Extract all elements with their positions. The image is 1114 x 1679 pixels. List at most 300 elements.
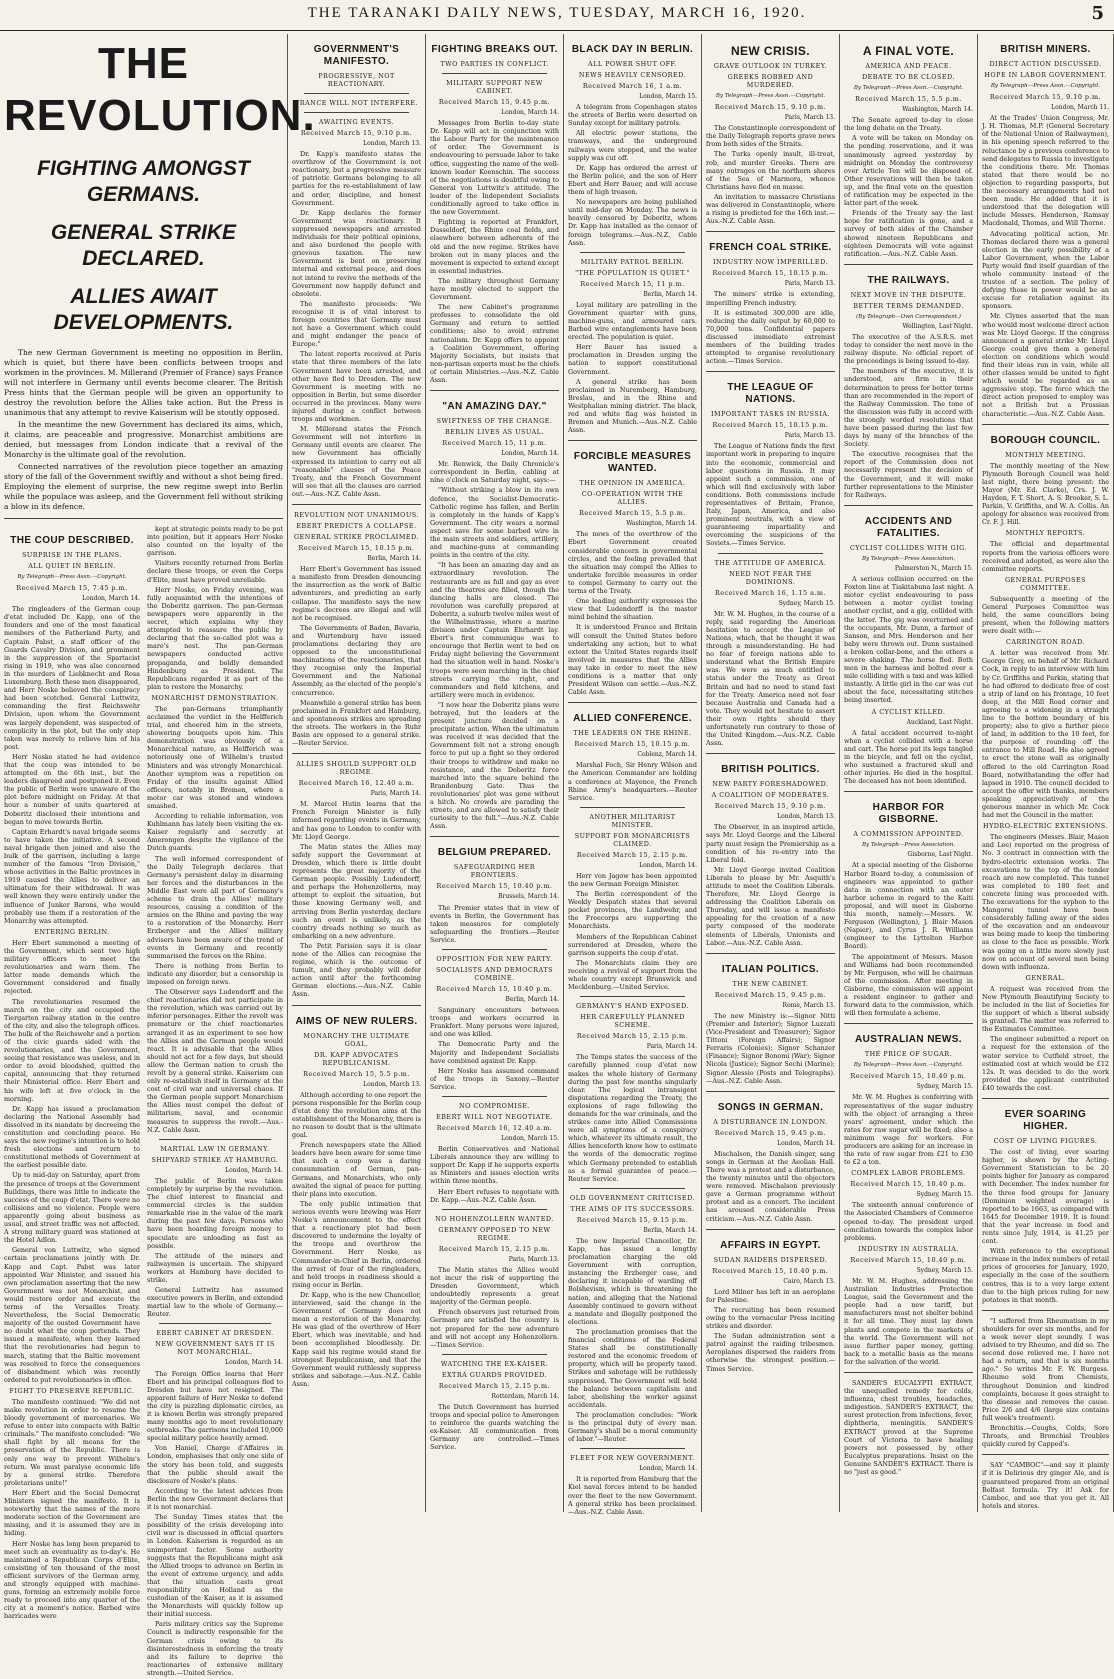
dateline: London, March 14. — [501, 109, 559, 116]
received-line: Received March 15, 10.40 p.m. — [436, 984, 553, 993]
divider — [442, 1096, 547, 1097]
paragraph: The recruiting has been resumed owing to the vernacular Press inciting strikes and disorder. — [706, 1305, 835, 1331]
article-title: ANOTHER MILITARIST MINISTER. — [589, 812, 676, 829]
paragraph: The new German Government is meeting no opposition in Berlin, which is quiet, but there have been conflicts between troops and workmen in the provinces. M. Millerand (Premier of France) says France will not interfere in Germany until events become clearer. The British Press hints that the German people will be given an opportunity to destroy the revolution before the Allies take action. But the Press is unanimous that any attempt to revive Kaiserism will be stoutly opposed. — [4, 348, 283, 417]
article-title: THE ATTITUDE OF AMERICA. — [714, 558, 827, 567]
paragraph: Dr. Kapp, who is the new Chancellor, interviewed, said the change in the Government of Germany does not mean a restoration of the Monarchy. He was glad of the overthrow of Herr Ebert, which was inevitable, and had been accomplished bloodlessly. Dr. Kapp said his regime would stand for strongest Republicanism, and that the Government would ruthlessly suppress strikes and sabotage.—Aus.-N.Z. Cable Assn. — [292, 1290, 421, 1388]
divider — [844, 1023, 973, 1024]
advertisement-rheumo: "I suffered from Rheumatism in my shoulders for over six months, and for a week never slept soundly. I was advised to try Rheumo, and did so. The second dose relieved me. I have not had a return, and that is six months ago." So writes Mr. F. W. Burgess. Rheumo sold from Chemists, throughout Dominion and kindred complaints, because it goes straight to the disease and removes the cause. Price 2/6 and 4/6 (large size contains full week's treatment). — [982, 1316, 1109, 1422]
dateline: Wellington, Last Night. — [902, 322, 973, 330]
divider — [844, 505, 973, 506]
received-line: Received March 15, 10.40 p.m. — [712, 1266, 829, 1275]
article-title: "AN AMAZING DAY." — [442, 401, 547, 413]
article-deck: EXTRA GUARDS PROVIDED. — [441, 1370, 548, 1379]
article-deck: CO-OPERATION WITH THE ALLIES. — [581, 490, 684, 507]
paragraph: The revolutionaries resumed the march on the city and occupied the Tiergarten railway station in the centre of the city, and also the telegraph offices. The bulk of the Reichswehr and a portion of the civic guards sided with the revolutionaries, and the Government, seeing that resistance was useless, and in order to avoid bloodshed, quitted the capital, announcing that they returned their Ministerial office. Herr Ebert and his wife left at five o'clock in the morning. — [4, 997, 140, 1103]
article-title: ACCIDENTS AND FATALITIES. — [864, 515, 953, 539]
paragraph: Herr Bauer has issued a proclamation in Dresden urging the nation to support constitutional Government. — [568, 343, 697, 376]
received-line: Received March 15, 2.15 p.m. — [576, 1032, 689, 1041]
paragraph: All electric power stations, the tramways, and the underground railways were stopped, and the water supply was cut off. — [568, 129, 697, 162]
divider — [580, 996, 685, 997]
masthead — [0, 0, 1114, 31]
paragraph: The new Cabinet's programme professes to consolidate the old Germany and return to settled conditions; also to avoid extreme nationalism. Dr. Kapp offers to appoint a Coalition Government, offering Majority Socialists, but insists that non-partisan experts must be the chiefs of certain Ministries.—Aus.-N.Z. Cable Assn. — [430, 303, 559, 384]
paragraph: M. Millerand states the French Government will not interfere in Germany until events are clearer. The new Government has officially expressed its intention to carry out all "reasonable" clauses of the Peace Treaty, and the French Government will see that all the clauses are carried out.—Aus.-N.Z. Cable Assn. — [292, 425, 421, 498]
divider — [982, 424, 1109, 425]
section-heading: NEW GOVERNMENT SAYS IT IS NOT MONARCHIAL. — [155, 1340, 275, 1357]
article-title: GERMANY'S HAND EXPOSED. — [576, 1002, 689, 1011]
paragraph: At the Trades' Union Congress, Mr. J. H. Thomas, M.P. (General Secretary of the National Union of Railwaymen), in his opening speech referred to the reluctance by a previous conference to send delegates to Russia to investigate the conditions there. Mr. Thomas stated that there would be no objection to regarding passports, but the necessary arrangements had not been made. He added that it is understood that the delegation will include Messrs. Henderson, Ramsay Macdonald, Thomas, and Will Thorne. — [982, 114, 1109, 228]
section-heading: MONARCHIST DEMONSTRATION. — [151, 693, 279, 702]
paragraph: It is reported from Hamburg that the Kiel naval forces intend to be handed over the fleet to the new Government. A general strike has been proclaimed.—Aus.-N.Z. Cable Assn. — [568, 1475, 697, 1516]
paragraph: Subsequently a meeting of the General Purposes Committee was held, the same councillors being present, when the following matters were dealt with:— — [982, 594, 1109, 636]
paragraph: A letter was received from Mr. George Grey, on behalf of Mr. Richard Cock, in reply to an interview with him by Cr. Griffiths and Parkin, stating that he had offered to dedicate free of cost a strip of land on his frontage, 10 feet deep, at the Mill Road corner and agreeing to a widening in a straight line to the bottom boundary of his property; also to give a further piece of land, in addition to the 10 feet, for the purpose of rounding off the entrance to Mill Road. He also agreed to erect the stone wall as originally offered to the old Carrington Road Board, notwithstanding the offer had lapsed in 1910. The council decided to accept the offer with thanks, members speaking appreciatively of the generous manner in which Mr. Cock had met the Council in the matter. — [982, 649, 1109, 820]
article-title: ALLIED CONFERENCE. — [573, 713, 692, 725]
divider — [580, 1188, 685, 1189]
received-line: Received March 15, 9.45 p.m. — [714, 1128, 827, 1137]
divider — [580, 807, 685, 808]
dateline: London, March 13. — [777, 813, 835, 821]
dateline: Brussels, March 14. — [498, 893, 559, 901]
article-deck: THE LEADERS ON THE RHINE. — [573, 729, 692, 738]
received-line: Received March 16, 12.40 a.m. — [436, 1124, 553, 1132]
subhead-strike: GENERAL STRIKE DECLARED. — [50, 221, 237, 270]
paragraph: Dr. Kapp has ordered the arrest of the Berlin police, and the son of Herr Ebert and Herr Bauer, and will accuse them of high treason. — [568, 163, 697, 197]
paragraph: The news of the overthrow of the Ebert Government created considerable concern in governmental circles, and the feeling prevailed that the situation may compel the Allies to undertake forcible measures in order to compel Germany to carry out the terms of the Treaty. — [568, 530, 697, 596]
received-line: Received March 15, 9.10 p.m. — [714, 802, 827, 811]
dateline: Paris, March 13. — [784, 280, 835, 288]
paragraph: Connected narratives of the revolution piece together an amazing story of the fall of the Government swiftly and without a shot being fired. Employing the element of surprise, the new regime swept into Berlin while the populace was asleep, and the Government fell without striking a blow in its defence. — [4, 462, 283, 511]
dateline: Paris, March 14. — [646, 1043, 697, 1051]
article-title: NEW CRISIS. — [730, 44, 811, 58]
paragraph: Mr. Lloyd George invited Coalition Liberals to please by Mr. Asquith's attitude to meet the Coalition Liberals. Therefore, Mr. Lloyd George is addressing the Coalition Liberals on Thursday, and will issue a manifesto appealing for the creation of a new party composed of the moderate elements of Liberals, Unionists and Labor.—Aus.-N.Z. Cable Assn. — [706, 865, 835, 947]
article-deck: BERLIN LIVES AS USUAL. — [445, 428, 544, 437]
dateline: Berlin, March 14. — [505, 995, 559, 1003]
dateline: Washington, March 14. — [626, 520, 697, 528]
section-heading: MONTHLY REPORTS. — [1005, 529, 1086, 538]
column-final-vote — [840, 34, 978, 1512]
paragraph: The executive recognises that the report of the Commission does not necessarily represent the decision of the Government, and it will make further representations to the Minister for Railways. — [844, 450, 973, 499]
dateline: Sydney, March 15. — [916, 1191, 973, 1199]
article-deck: SOCIALISTS AND DEMOCRATS COMBINE. — [435, 965, 553, 982]
paragraph: The pan-Germans triumphantly acclaimed the verdict in the Helfferich trial, and cheered him in the streets, showering bouquets upon him. This demonstration was obviously of a Monarchical nature, as Helfferich was notoriously one of Wilhelm's trusted Ministers and was strongly Monarchical. Another symptom was a repetition on Friday of the insults against Allied officers, notably in Bremen, where a motor car was stoned and windows smashed. — [147, 704, 283, 810]
section-heading: CARRINGTON ROAD. — [1005, 638, 1086, 647]
received-line: Received March 15, 2.15 p.m. — [438, 1244, 551, 1253]
paragraph: Herr Ebert's Government has issued a manifesto from Dresden denouncing the insurrection as the work of Baltic adventurers, and predicting an early collapse. The manifesto says the new regime's decrees are illegal and will not be recognised. — [292, 565, 421, 622]
paragraph: The new Ministry is:—Signor Nitti (Premier and Interior); Signor Luzzati (Vice-President and Treasurer); Signor Tittoni (Foreign Affairs); Signor Ferraris (Colonies); Signor Schanzer (Finance); Signor Bonomi (War); Signor Nicola (Justice); Signor Sechi (Marine); Signor Alessio (Posts and Telegraphs).—Aus.-N.Z. Cable Assn. — [706, 1011, 835, 1085]
divider — [442, 949, 547, 950]
article-deck: HER CAREFULLY PLANNED SCHEME. — [580, 1013, 685, 1030]
paragraph: The public of Berlin was taken completely by surprise by the revolution. The chief interest to financial and commercial circles is the sudden remarkable rise in the value of the mark during the past few days. Persons who have been hoarding foreign money to speculate are unloading as fast as possible. — [147, 1176, 283, 1250]
paragraph: The executive of the A.S.R.S. met today to consider the next move in the railway dispute. No official report of the proceedings is being issued to-day. — [844, 332, 973, 366]
article-title: ALLIES SHOULD SUPPORT OLD REGIME. — [296, 760, 417, 777]
paragraph: Dr. Kapp's manifesto states the overthrow of the Government is not reactionary, but a progressive measure of patriotic Germans belonging to all parties for the re-establishment of law and order, discipline, and honest Government. — [292, 150, 421, 207]
paragraph: A vote will be taken on Monday on the pending reservations, and it was unanimously agreed yesterday by midnight on Monday the controversy over Article Ten will be disposed of. Other reservations will then be taken up, and the final vote on the question of ratification may be expected in the latter part of the week. — [844, 134, 973, 208]
byline: By Telegraph—Press Assn.—Copyright. — [17, 574, 127, 580]
divider — [159, 1139, 271, 1140]
article-deck: NEED NOT FEAR THE DOMINIONS. — [729, 569, 812, 586]
paragraph: M. Marcel Hutin learns that the French Foreign Minister is fully informed regarding events in Germany, and has gone to London to confer with Mr. Lloyd George. — [292, 800, 421, 841]
divider — [568, 702, 697, 703]
page-number: 5 — [1091, 3, 1104, 24]
article-deck: SWIFTNESS OF THE CHANGE. — [436, 417, 553, 426]
divider — [844, 1372, 973, 1373]
article-deck: AWAITING EVENTS. — [318, 118, 395, 126]
article-deck: GENERAL STRIKE PROCLAIMED. — [294, 533, 419, 542]
article-title: NO HOHENZOLLERN WANTED. — [435, 1214, 554, 1223]
byline: By Telegraph—Press Assn.—Copyright. — [990, 83, 1101, 89]
dateline: London, March 13. — [363, 1080, 421, 1088]
section-heading: GENERAL. — [1025, 973, 1066, 982]
article-deck: THE PRICE OF SUGAR. — [864, 1050, 953, 1059]
article-deck: BETTER TERMS DEMANDED. — [853, 301, 964, 310]
dateline: London, March 14. — [501, 450, 559, 458]
dateline: London, March 15. — [501, 1135, 559, 1142]
paragraph: The latest reports received at Paris state that three members of the late Government have been arrested, and other have fled to Dresden. The new Government is meeting with no opposition in Berlin, but some disorder occurred in the provinces. Many were injured during a conflict between troops and workmen. — [292, 350, 421, 424]
paragraph: The Foreign Office learns that Herr Ebert and his principal colleagues fled to Dresden but have not resigned. The apparent failure of Herr Noske to defend the city is puzzling diplomatic circles, as it is known Berlin was strongly prepared many months ago to meet revolutionary outbreaks. The garrisons included 10,000 special military police heavily armed. — [147, 1369, 283, 1443]
paragraph: The Matin states the Allies would not incur the risk of supporting the Dresden Government, which undoubtedly represents a great majority of the German people. — [430, 1265, 559, 1307]
paragraph: Dr. Kapp declares the former Government was reactionary. It suppressed newspapers and arrested individuals for their political opinions, and also burdened the people with grievous taxation. The new Government is bent on preserving internal and external peace, and does not intend to revive the methods of the Government now happily defunct and obsolete. — [292, 208, 421, 298]
column-british-miners — [978, 34, 1114, 1512]
dateline: London, March 14. — [777, 1139, 835, 1147]
paragraph: The cost of living, ever soaring higher, is shown by the Acting-Government Statistician to be 20 points higher for January as compared with December. The index number for the three food groups for January (Dominion weighted average) is reported to be 1663, as compared with 1645 for December 1919. It is found that the year increase in food and rents since July, 1914, is 41.25 per cent. — [982, 1148, 1109, 1246]
paragraph: French newspapers state the Allied leaders have been aware for some time that such a coup was a daring consummation of German, pan-Germans, and Monarchists, who only awaited the signal of peace for putting their plans into execution. — [292, 1141, 421, 1198]
paragraph: The Monarchists claim they are receiving a revival of support from the whole country except Brunswick and Mecklenburg.—United Service. — [568, 958, 697, 992]
divider — [706, 953, 835, 954]
paragraph: The Sunday Times states that the possibility of the crisis developing into civil war is discussed in official quarters in London. Kaiserism is regarded as an unimportant factor. Some authority suggests that the Republicans might ask the Allied troops to advance on Berlin in the event of extreme urgency, and adds that the situation casts great responsibility on Holland as the custodian of the Kaiser, as it is assumed the Monarchists will quickly follow up their initial success. — [147, 1513, 283, 1619]
dateline: Paris, March 13. — [784, 114, 835, 122]
article-deck: THE AIMS OF ITS SUCCESSORS. — [570, 1204, 695, 1213]
article-deck: GRAVE OUTLOOK IN TURKEY. — [713, 62, 828, 70]
article-deck: COMPLEX LABOR PROBLEMS. — [851, 1169, 966, 1178]
advertisement-camboc: SAY "CAMBOC"—and say it plainly if it is Delirious dry ginger Ale, and is guaranteed prepared from an original Belfast formula. Try it! Ask for Camboc, and see that you get it. All hotels and stores. — [982, 1461, 1109, 1510]
dateline: Gisborne, Last Night. — [907, 851, 973, 859]
divider — [706, 1229, 835, 1230]
paragraph: A general strike has been proclaimed in Nuremberg, Hamburg, Breslau, and in the Rhine and Westphalian mining district. The black, red and white flag was hoisted in Bremen and Munich.—Aus.-N.Z. Cable Assn. — [568, 377, 697, 435]
dateline: Coblenz, March 14. — [637, 751, 697, 759]
article-title: ITALIAN POLITICS. — [721, 963, 820, 975]
paragraph: "Without striking a blow in its own defence, the Socialist-Democratic-Catholic regime has fallen, and Berlin is completely in the hands of Kapp's Government. The city wears a normal aspect save for some barbed wire in the main streets and soldiers, artillery, and machine-guns at commanding points in the centre of the city. — [430, 486, 559, 560]
paragraph: The proclamation concludes: "Work is the principal duty of every man. Germany's shall be a moral community of labor."—Reuter. — [568, 1410, 697, 1444]
headline-revolution: THE REVOLUTION. — [4, 39, 316, 140]
paragraph: An invitation to massacre Christians was delivered in Constantinople, where a rising is predicted for the 16th inst.—Aus.-N.Z. Cable Assn. — [706, 192, 835, 226]
received-line: Received March 15, 10.40 p.m. — [436, 882, 553, 891]
column-government-manifesto — [288, 34, 426, 1512]
paragraph: Lord Milner has left in an aeroplane for Palestine. — [706, 1287, 835, 1304]
article-deck: A COMMISSION APPOINTED. — [853, 830, 964, 839]
paragraph: The League of Nations finds the first important work in preparing to inquire into the economic, commercial and labor questions in Russia. It may appoint such a commission, one of which will find exclusively with labor conditions. Both commissions include representatives of Britain, France, Italy, Japan, America, and also prominent neutrals, with a view of guaranteeing impartiality and overcoming the suspicions of the Soviets.—Times Service. — [706, 442, 835, 548]
paragraph: Advocating political action, Mr. Thomas declared there was a general election in the early possibility of a Labor Government, when the Labor Party would find itself guardian of the whole community instead of the trustee of a section. The policy of defying those in power would be an excuse for retaliation against its sponsors. — [982, 229, 1109, 311]
article-deck: HOPE IN LABOR GOVERNMENT. — [984, 71, 1107, 79]
paragraph: The only public intimation that serious events were brewing was Herr Noske's announcement to the effect that a reactionary plot had been discovered to undermine the loyalty of the troops and overthrow the Government. Herr Noske, as Commander-in-Chief in Berlin, ordered the arrest of four of the ringleaders, and held troops in readiness should a rising occur in Berlin. — [292, 1199, 421, 1289]
article-title: MILITARY PATROL BERLIN. — [580, 257, 685, 266]
divider — [568, 440, 697, 441]
divider — [706, 371, 835, 372]
paragraph: The military throughout Germany have mostly elected to support the Government. — [430, 276, 559, 302]
received-line: Received March 15, 9.10 p.m. — [300, 129, 413, 137]
article-title: A FINAL VOTE. — [862, 44, 955, 58]
section-heading: HYDRO-ELECTRIC EXTENSIONS. — [983, 822, 1108, 831]
divider — [706, 1091, 835, 1092]
paragraph: With reference to the exceptional increase in the index numbers of retail prices of groceries for January, 1920, especially in the case of the southern centres, this is to a very large extent due to the high prices ruling for new potatoes in that month. — [982, 1247, 1109, 1304]
divider — [159, 1323, 271, 1324]
paragraph: According to reliable information, von Kuhlmann has lately been visiting the ex-Kaiser regularly and secretly at Amerongen despite the vigilance of the Dutch guards. — [147, 812, 283, 853]
paragraph: Mr. Clynes asserted that the man who would most welcome direct action was Mr. Lloyd George. If the congress announced a general strike Mr. Lloyd George could give them a general election on conditions which would find their ideas run in vain, while all other classes would be united to fight which would be regarded as an aggressive step. The force which the direct action proposed to employ was not a British but a Prussian characteristic.—Aus.-N.Z. Cable Assn. — [982, 312, 1109, 418]
article-deck: SURPRISE IN THE PLANS. — [22, 551, 122, 559]
section-heading: FIGHT TO PRESERVE REPUBLIC. — [9, 1386, 135, 1395]
divider — [292, 753, 421, 754]
paragraph: Herr Ebert and the Social Democrat Ministers signed the manifesto. It is noteworthy that the names of the more moderate section of the Government are missing, and it is assumed they are in hiding. — [4, 1488, 140, 1538]
divider — [304, 112, 409, 113]
advertisement-sanders: SANDER'S EUCALYPTI EXTRACT, the unequalled remedy for colds, influenza, chest troubles, headaches, indigestion. SANDER'S EXTRACT, the surest protection from infections, fever, diphtheria, meningitis. SANDER'S EXTRACT proved at the Supreme Court of Victoria to have healing powers not possessed by other Eucalyptus preparations. Insist on the Genuine SANDER'S EXTRACT. There is no "just as good." — [844, 1378, 973, 1476]
dateline: Paris, March 13. — [784, 432, 835, 440]
article-deck: SUPPORT FOR MONARCHISTS CLAIMED. — [574, 831, 691, 848]
paragraph: Herr von Jagow has been appointed the new German Foreign Minister. — [568, 871, 697, 888]
paragraph: Herr Noske stated he had evidence that the coup was intended to be attempted on the 6th inst., but the leaders disagreed and postponed it. Even the public of Berlin were unaware of the plot before midnight on Friday. At that hour a number of units quartered at Doberitz disclosed their intentions and began to move towards Berlin. — [4, 752, 140, 826]
article-deck: SAFEGUARDING HER FRONTIERS. — [453, 863, 536, 880]
article-deck: DIRECT ACTION DISCUSSED. — [989, 60, 1102, 68]
article-deck: FRANCE WILL NOT INTERFERE. — [294, 99, 419, 107]
divider — [982, 1454, 1109, 1455]
dateline: London, March 13. — [363, 140, 421, 147]
divider — [292, 504, 421, 505]
article-title: FLEET FOR NEW GOVERNMENT. — [570, 1454, 695, 1463]
article-deck: A COALITION OF MODERATES. — [711, 791, 830, 800]
received-line: Received March 15, 5.5 p.m. — [579, 509, 686, 518]
article-deck: MONTHLY MEETING. — [1005, 450, 1086, 459]
paragraph: The Observer says Ludendorff and the chief reactionaries did not participate in the revolution, which was carried out by inferior personages. Either the revolt was premature or the chief reactionaries arranged it as an experiment to see how the Allies and the German people would react. It is advisable that the Allies should not act for a few days, but should allow the German nation to crush the revolt by a general strike. Kaiserism can only re-establish itself in Germany at the cost of civil war and universal chaos. If the German people support Monarchism the Allies must compel the defeat of militarism, naval, and economic measures to suppress the revolt.—Aus.-N.Z. Cable Assn. — [147, 988, 283, 1134]
paragraph: The monthly meeting of the New Plymouth Borough Council was held last night, there being present: the Mayor (Mr. Ed. Clarke), Crs. J. W. Hayden, F. T. Short, A. S. Brooker, S. L. Parkin, V. Griffiths, and W. A. Collis. An apology for absence was received from Cr. F. J. Hill. — [982, 461, 1109, 527]
article-deck: INDUSTRY NOW IMPERILLED. — [712, 258, 828, 267]
divider — [442, 73, 547, 74]
received-line: Received March 15, 11 p.m. — [580, 279, 685, 288]
paragraph: It is estimated 300,000 are idle, reducing the daily output by 60,000 to 70,000 tons. Confidential papers discussed immediate extremist members of the building trades attempted to organise revolutionary action.—Times Service. — [706, 308, 835, 366]
dateline: London, March 14. — [225, 1166, 283, 1174]
paragraph: kept at strategic points ready to be put into position, but it appears Herr Noske also counted on the loyalty of the garrison. — [147, 525, 283, 558]
dateline: Washington, March 14. — [902, 106, 973, 114]
byline: (By Telegraph—Own Correspondent.) — [856, 313, 961, 320]
article-deck: "THE POPULATION IS QUIET." — [575, 268, 690, 277]
article-title: NO COMPROMISE. — [458, 1102, 531, 1110]
received-line: Received March 15, 10.15 p.m. — [712, 421, 829, 430]
article-title: REVOLUTION NOT UNANIMOUS. — [294, 511, 419, 520]
received-line: Received March 15, 10.40 p.m. — [850, 1255, 967, 1264]
article-deck: AMERICA AND PEACE. — [865, 62, 952, 70]
dateline: Berlin, March 14. — [643, 290, 697, 298]
dateline: Palmerston N., March 15. — [894, 564, 973, 572]
divider — [706, 231, 835, 232]
paragraph: Messages from Berlin to-day state Dr. Kapp will act in conjunction with the Labour Party for the maintenance of order. The Government is endeavouring to persuade labor to take office, suggesting the name of the well-known leader Koenschin. The success of the negotiations is doubtful owing to General von Luttwitz's attitude. The leader of the Independent Socialists conditionally agreed to take office in the new Government. — [430, 119, 559, 217]
received-line: Received March 15, 2.15 p.m. — [576, 850, 689, 859]
paragraph: Herr Ebert refuses to negotiate with Dr. Kapp.—Aus.-N.Z. Cable Assn. — [430, 1187, 559, 1204]
article-deck: GREEKS ROBBED AND MURDERED. — [727, 73, 814, 89]
article-deck: ALL POWER SHUT OFF. — [587, 60, 678, 68]
paragraph: The engineers (Messrs. Blair, Mason and Lee) reported on the progress of No. 3 contract in connection with the hydro-electric extension works. The excavations to the top of the tender reach are now completed. This tunnel was completed to 180 feet and concrete lining was proceeded with. The excavations for the syphon to the Mangorei tunnel have been considerably falling away of the sides of the excavation and an endeavour was being made to keep the timbering as close to the face as possible. Work was going on a little more slowly just now on account of several men being down with influenza. — [982, 833, 1109, 971]
advertisement-bronchitis: Bronchitis.—Coughs, Colds, Sore Throats, and Bronchial Troubles quickly cured by Capped's. — [982, 1424, 1109, 1449]
received-line: Received March 15, 10.40 p.m. — [850, 1180, 967, 1189]
paragraph: The Observer, in an inspired article, says Mr. Lloyd George and the Liberal party must resign the Premiership as a condition of his re-entry into the Liberal fold. — [706, 823, 835, 864]
column-new-crisis — [702, 34, 840, 1512]
divider — [718, 553, 823, 554]
article-deck: THE OPINION IN AMERICA. — [579, 479, 686, 488]
byline: By Telegraph—Press Assn.—Copyright. — [853, 1062, 964, 1069]
divider — [430, 390, 559, 391]
received-line: Received March 15, 11 p.m. — [442, 439, 547, 448]
article-title: AUSTRALIAN NEWS. — [855, 1034, 962, 1046]
article-title: THE LEAGUE OF NATIONS. — [727, 382, 814, 406]
divider — [4, 518, 283, 519]
paragraph: Sanguinary encounters between troops and workers occurred in Frankfort. Many persons were injured, and one was killed. — [430, 1006, 559, 1039]
article-title: WATCHING THE EX-KAISER. — [440, 1359, 549, 1368]
paragraph: Mischalson, the Danish singer, sang songs in German at the Aeolian Hall. There was a protest and a disturbance, the twenty minutes until the objectors were removed. Mischalson previously gave a German programme without protest and as a concert. The incident has aroused considerable Press criticism.—Aus.-N.Z. Cable Assn. — [706, 1149, 835, 1223]
paragraph: "It has been an amazing day and an extraordinary revolution. The restaurants are as full and gay as ever and the theatres are filled, though the dancing halls are closed. The revolution was carefully prepared at Doberitz, a suburb twelve miles west of the Wilhelmstrasse, where a marine division under Captain Ehrhardt lay. Ebert's first communique was to encourage that Berlin went to bed on Friday night believing the Government had the situation well in hand. Noske's troops were seen marching in the chief streets carrying the right, and commanders and field kitchens, and artillery were much in evidence. — [430, 561, 559, 699]
article-title: THE RAILWAYS. — [867, 274, 950, 286]
received-line: Received March 15, 7.45 p.m. — [16, 584, 128, 593]
paragraph: A request was received from the New Plymouth Beautifying Society to be included in the list of Societies for the support of which a liberal subsidy is granted. The matter was referred to the Estimates Committee. — [982, 984, 1109, 1034]
article-deck: NEW PARTY FORESHADOWED. — [712, 780, 829, 789]
paragraph: The manifesto continued: "We did not make revolution in order to resume the bloody government of mercenaries. We refuse to enter into compacts with Baltic criminals." The manifesto concluded: "We shall fight by all means for the preservation of the Republic. There is only one way to prevent Wilhelm's return. We must paralyse economic life by a general strike. Therefore proletarians unite!" — [4, 1397, 140, 1487]
article-deck: INDUSTRY IN AUSTRALIA. — [858, 1244, 959, 1253]
received-line: Received March 15, 10.40 p.m. — [850, 1072, 967, 1081]
paragraph: Paris military critics say the Supreme Council is indirectly responsible for the German crisis owing to its disinterestedness in enforcing the treaty and its failure to deprive the reactionaries of extensive military strength.—United Service. — [147, 1620, 283, 1677]
dateline: Paris, March 14. — [370, 790, 421, 798]
article-deck: MILITARY SUPPORT NEW CABINET. — [446, 79, 543, 95]
article-deck: SUDAN RAIDERS DISPERSED. — [713, 1255, 828, 1264]
column-revolution — [0, 34, 316, 1677]
article-title: BRITISH MINERS. — [1000, 44, 1091, 55]
article-deck: DR. KAPP ADVOCATES REPUBLICANISM. — [314, 1050, 399, 1067]
paragraph: Berlin Conservatives and National Liberals announce they are willing to support Dr. Kapp if he supports experts as Ministers and issues election writs within three months. — [430, 1145, 559, 1186]
article-deck: MONARCHY THE ULTIMATE GOAL. — [303, 1031, 410, 1048]
received-line: Received March 15, 5.5 p.m. — [855, 95, 962, 104]
paragraph: The members of the executive, it is understood, are firm in their determination to press for better terms than are recommended in the report of the Railway Commission. The tone of the discussion was fully in accord with the strongly worded resolutions that have been passed during the last few days by many of the branches of the Society. — [844, 367, 973, 449]
paragraph: The Temps states the success of the carefully planned coup d'etat now makes the whole history of Germany during the past few months singularly clear. The logical intransigent disputations regarding the Treaty, the explosions of rage following the demands for the war criminals, and the strikes came into Allied Commissions were all symptoms of a conspiracy which, whatever its ultimate result, the Allies henceforth know how to estimate the words of the democratic regime which Germany pretended to establish as a formal guarantee of peace.—Reuter Service. — [568, 1053, 697, 1183]
paragraph: Herr Noske has assumed command of the troops in Saxony.—Reuter Service. — [430, 1066, 559, 1091]
paragraph: Herr Ebert summoned a meeting of the Government, which sent two high military officers to meet the revolutionaries and warn them. The latter made demands which the Government considered and finally rejected. — [4, 938, 140, 996]
paragraph: A serious collision occurred on the Foxton line at Tiakitahuna last night. A motor cyclist endeavouring to pass between a motor cyclist towing another cyclist, and a gig, collided with the latter. The gig was overturned and the occupants, Mr. Dunn, a farmer of Sanson, and Mrs. Henderson and her baby were thrown out. Dunn sustained a broken collar-bone, and the others a severe shaking. The horse fled. Both men in the harness and bolted over a mile colliding with a taxi and was killed instantly. A little girl in the car was cut about the face, necessitating stitches being inserted. — [844, 575, 973, 705]
subhead-allies: ALLIES AWAIT DEVELOPMENTS. — [53, 285, 234, 334]
paragraph: The manifesto proceeds: "We recognise it is of vital interest to foreign countries that Germany must not have a Government which could and might endanger the peace of Europe." — [292, 299, 421, 349]
received-line: Received March 16, 12.40 a.m. — [298, 779, 415, 788]
column-black-day-berlin — [564, 34, 702, 1516]
paragraph: Visitors recently returned from Berlin declare these troops, or even the Corps d'Elite, must have proved unreliable. — [147, 559, 283, 584]
divider — [844, 791, 973, 792]
received-line: Received March 15, 9.10 p.m. — [989, 93, 1102, 102]
received-line: Received March 15, 10.15 p.m. — [712, 269, 829, 278]
paragraph: Dr. Kapp has issued a proclamation declaring the National Assembly had dissolved in its mandate by decreeing the constitution and concluding peace. He says the new regime's intention is to hold fresh elections and return to constitutional methods of Government at the earliest possible date. — [4, 1104, 140, 1170]
dateline: Rome, March 13. — [782, 1001, 835, 1009]
paragraph: Friends of the Treaty say the last hope for ratification is gone, and a survey of both sides of the Chamber showed nineteen Republicans and eighteen Democrats will vote against ratification.—Aus.-N.Z. Cable Assn. — [844, 209, 973, 258]
article-title: OLD GOVERNMENT CRITICISED. — [569, 1193, 696, 1202]
article-deck: CYCLIST COLLIDES WITH GIG. — [849, 543, 968, 552]
article-title: AFFAIRS IN EGYPT. — [720, 1239, 821, 1251]
dateline: London, March 14. — [639, 1465, 697, 1473]
paragraph: Members of the Republican Cabinet surrendered at Dresden, where the garrison supports the coup d'etat. — [568, 932, 697, 957]
received-line: Received March 15, 10.15 p.m. — [298, 544, 415, 553]
article-title: FIGHTING BREAKS OUT. — [431, 44, 558, 55]
section-heading: GENERAL PURPOSES COMMITTEE. — [1004, 575, 1087, 592]
received-line: Received March 15, 9.15 p.m. — [576, 1215, 689, 1224]
divider — [442, 1209, 547, 1210]
dateline: London, March 14. — [225, 1359, 283, 1367]
article-title: EVER SOARING HIGHER. — [1004, 1109, 1087, 1133]
article-deck: EBERT PREDICTS A COLLAPSE. — [296, 522, 417, 531]
received-line: Received March 16, 1 a.m. — [582, 82, 683, 90]
divider — [706, 753, 835, 754]
article-deck: A CYCLIST KILLED. — [871, 707, 946, 716]
divider — [292, 1005, 421, 1006]
received-line: Received March 15, 2.15 p.m. — [438, 1381, 551, 1390]
article-deck: NEXT MOVE IN THE DISPUTE. — [850, 290, 967, 299]
article-title: THE COUP DESCRIBED. — [10, 535, 134, 546]
divider — [580, 1448, 685, 1449]
dateline: London, March 15. — [639, 93, 697, 100]
paragraph: The Governments of Baden, Bavaria, and Wurtemburg have issued proclamations declaring they are opposed to the unconstitutional machinations of the reactionaries, that they recognise only the Imperial Government and the National Assembly, as the elected of the people's concurrence. — [292, 623, 421, 697]
dateline: Sydney, March 15. — [916, 1266, 973, 1274]
intro-summary — [4, 348, 283, 512]
received-line: Received March 15, 9.45 p.m. — [438, 98, 551, 106]
paragraph: Although according to one report the persons responsible for the Berlin coup d'etat deny the revolution aims at the establishment of the Monarchy, there is no reason to doubt that is the ultimate goal. — [292, 1090, 421, 1140]
paragraph: Mr. Renwick, the Daily Chronicle's correspondent in Berlin, cabling at nine o'clock on Saturday night, says:— — [430, 460, 559, 485]
paragraph: The Turks openly insult, ill-treat, rob, and murder Greeks. There are many outrages on the northern shores of the Sea of Marmora, whence Christians have fled en masse. — [706, 150, 835, 191]
article-title: AIMS OF NEW RULERS. — [295, 1015, 418, 1027]
divider — [982, 1098, 1109, 1099]
article-title: BOROUGH COUNCIL. — [990, 434, 1101, 446]
paragraph: The Berlin correspondent of the Weekly Despatch states that several pocket provinces, the Landwehr, and the Freecorps are supporting the Monarchists. — [568, 890, 697, 931]
paragraph: Von Haniel, Charge d'Affaires in London, emphasises that only one side of the story has been told, and suggests that the public should await the disclosure of Noske's plans. — [147, 1444, 283, 1485]
paragraph: Loyal military are patrolling in the Government quarter with guns, machine-guns, and armoured cars. Barbed wire entanglements have been erected. The population is quiet. — [568, 300, 697, 342]
section-heading: MARTIAL LAW IN GERMANY. — [160, 1144, 270, 1153]
divider — [442, 1354, 547, 1355]
paragraph: The Senate agreed to-day to close the long debate on the Treaty. — [844, 116, 973, 133]
article-deck: IMPORTANT TASKS IN RUSSIA. — [711, 410, 830, 419]
article-title: SONGS IN GERMAN. — [717, 1101, 824, 1113]
paragraph: Up to mid-day on Saturday, apart from the presence of troops at the Government Buildings, there was little to indicate the success of the coup d'etat. There were no collisions and no violence. People were apparently going about business as usual, and street traffic was not affected. A strong military guard was stationed at the Hotel Adlon. — [4, 1171, 140, 1245]
dateline: Rotterdam, March 14. — [491, 1392, 559, 1400]
revolution-body — [4, 525, 283, 1679]
subhead-fighting: FIGHTING AMONGST GERMANS. — [37, 157, 250, 206]
article-deck: THE NEW CABINET. — [732, 979, 809, 988]
article-title: BRITISH POLITICS. — [721, 764, 820, 776]
paragraph: The Constantinople correspondent of the Daily Telegraph reports grave news from both sides of the Straits. — [706, 124, 835, 149]
paragraph: Herr Noske has long been prepared to meet such an eventuality as to-day's. He maintained a Republican Corps d'Elite, consisting of ten thousand of the most efficient survivors of the German army, and strongly equipped with machine-guns, forming an extremely mobile force ready to proceed into any quarter of the city at a moment's notice. Barbed wire barricades were — [4, 1539, 140, 1621]
paragraph: According to the latest advices from Berlin the new Government declares that it is not monarchial. — [147, 1486, 283, 1512]
paragraph: Mr. W. M. Hughes is conferring with representatives of the sugar industry with the object of arranging a three years' agreement, under which the rates for raw sugar will be fixed; also a minimum wage for workers. For producers are asking for an increase in the rate of raw sugar from £21 to £30 to £2 a ton. — [844, 1093, 973, 1167]
section-heading: EBERT CABINET AT DRESDEN. — [156, 1329, 274, 1338]
revolution-body-right — [147, 525, 283, 1679]
divider — [304, 93, 409, 94]
section-heading: ENTERING BERLIN. — [34, 927, 110, 936]
paragraph: Captain Erhardt's naval brigade seems to have taken the initiative. A second naval brigade then joined and also the bulk of the garrison, including a large number of the famous "Iron Division," whose activities in the Baltic provinces in 1919 caused the Allies to deliver an ultimatum for their withdrawal. It was well known they were entirely under the influence of Junker Barons, who would probably use them if a restoration of the Monarchy was attempted. — [4, 827, 140, 925]
article-deck: DEBATE TO BE CLOSED. — [862, 73, 955, 81]
dateline: Sydney, March 15. — [916, 1083, 973, 1091]
dateline: London, March 14. — [639, 861, 697, 869]
article-deck: GERMANY OPPOSED TO NEW REGIME. — [438, 1225, 551, 1242]
paragraph: At a special meeting of the Gisborne Harbor Board to-day, a commission of engineers was appointed to gather data in connection with an outer harbor scheme in regard to the Kaiti proposal, and will meet in Gisborne this month, namely:—Messrs. W. Ferguson (Wellington), J. Blair Mason (Napier), and Cyrus J. R. Williams (engineer to the Lyttelton Harbor Board). — [844, 861, 973, 951]
article-deck: COST OF LIVING FIGURES. — [993, 1137, 1098, 1146]
article-deck: NEWS HEAVILY CENSORED. — [578, 71, 687, 79]
article-title: BLACK DAY IN BERLIN. — [571, 44, 694, 55]
article-title: GOVERNMENT'S MANIFESTO. — [313, 44, 400, 67]
received-line: Received March 15, 9.10 p.m. — [714, 103, 827, 112]
paragraph: It is understood France and Britain will consult the United States before undertaking any action, but to what extent the United States regards itself involved in measures that the Allies may take in order to meet the new conditions is a matter that only President Wilson can settle.—Aus.-N.Z. Cable Assn. — [568, 623, 697, 697]
section-heading: SHIPYARD STRIKE AT HAMBURG. — [151, 1155, 279, 1164]
paragraph: The Democratic Party and the Majority and Independent Socialists have combined against Dr. Kapp. — [430, 1040, 559, 1065]
received-line: Received March 15, 5.5 p.m. — [303, 1069, 410, 1078]
received-line: Received March 15, 10.15 p.m. — [574, 740, 691, 749]
paragraph: No newspapers are being published until mid-day on Monday. The news is heavily censored by Doberitz, whom Dr. Kapp has installed as the censor of foreign telegrams.—Aus.-N.Z. Cable Assn. — [568, 198, 697, 247]
dateline: Auckland, Last Night. — [906, 718, 973, 726]
dateline: London, March 14. — [82, 595, 140, 603]
